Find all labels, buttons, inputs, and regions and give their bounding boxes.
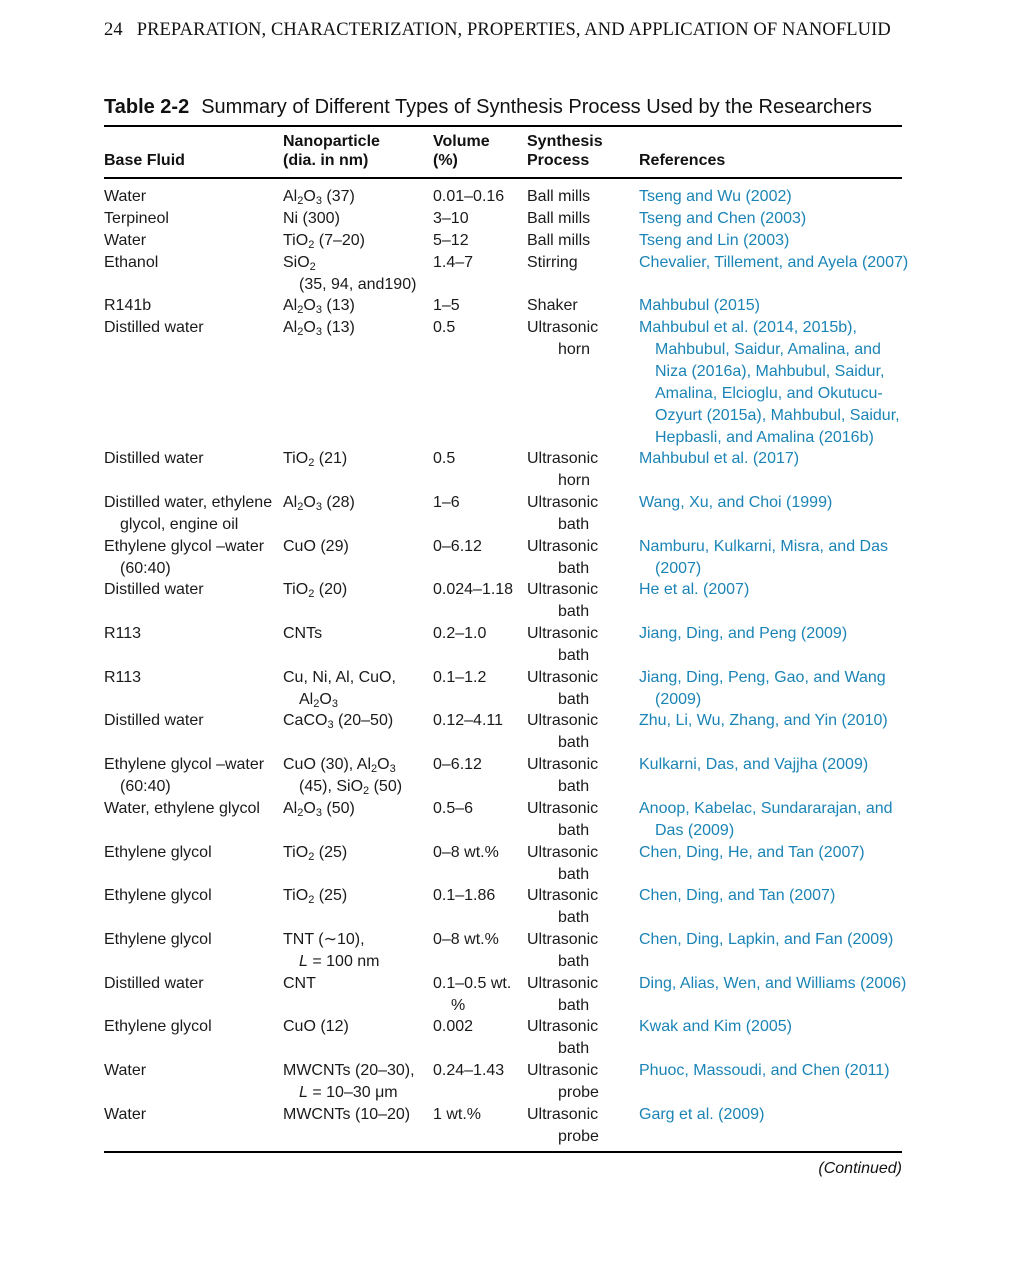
synthesis-process-cell-line: horn (558, 472, 591, 490)
base-fluid-cell (104, 1060, 276, 1082)
nanoparticle-cell-line: $Al_2O_3$ (50) (283, 799, 355, 819)
base-fluid-cell (104, 754, 276, 798)
base-fluid-cell-line: R113 (104, 668, 142, 686)
reference-cell-line[interactable]: Mahbubul et al. (2017) (639, 450, 800, 468)
table-header-rule (104, 177, 902, 179)
base-fluid-cell-line: Ethylene glycol –water (104, 537, 265, 555)
reference-cell-line[interactable]: Tseng and Chen (2003) (639, 209, 807, 227)
nanoparticle-cell-line: CNT (283, 974, 316, 992)
base-fluid-cell (104, 448, 276, 470)
volume-cell (433, 536, 525, 558)
header-references-label: References (639, 152, 726, 169)
reference-cell-line[interactable]: (2009) (655, 690, 702, 708)
synthesis-process-cell-line: Ultrasonic (527, 625, 599, 642)
reference-cell-line[interactable]: Mahbubul (2015) (639, 297, 760, 315)
synthesis-process-cell (527, 798, 627, 842)
reference-cell-line[interactable]: Niza (2016a), Mahbubul, Saidur, (655, 363, 885, 381)
nanoparticle-cell (283, 885, 428, 907)
nanoparticle-cell (283, 252, 428, 296)
synthesis-process-cell-line: bath (558, 821, 590, 839)
synthesis-process-cell-line: Ultrasonic (527, 668, 599, 686)
nanoparticle-cell (283, 295, 428, 317)
continued-label: (Continued) (818, 1160, 902, 1177)
synthesis-process-cell (527, 186, 627, 208)
volume-cell (433, 230, 525, 252)
synthesis-process-cell-line: horn (558, 341, 591, 359)
volume-cell-line: 0–8 wt.% (433, 930, 499, 948)
volume-cell-line: 0–6.12 (433, 756, 482, 774)
synthesis-process-cell-line: bath (558, 865, 590, 883)
reference-cell (639, 623, 901, 645)
reference-cell-line[interactable]: Kwak and Kim (2005) (639, 1018, 792, 1036)
volume-cell (433, 623, 525, 645)
header-base-fluid (104, 151, 185, 170)
volume-cell (433, 448, 525, 470)
synthesis-process-cell-line: bath (558, 734, 590, 752)
header-nanoparticle (283, 132, 380, 170)
volume-cell (433, 1016, 525, 1038)
nanoparticle-cell-line: $Al_2O_3$ (13) (283, 319, 355, 339)
nanoparticle-cell-line: (35, 94, and190) (299, 275, 417, 293)
base-fluid-cell-line: Ethanol (104, 253, 159, 271)
volume-cell-line: 0.24–1.43 (433, 1062, 505, 1079)
nanoparticle-cell-line: TiO$_2$ (25) (283, 887, 348, 907)
base-fluid-cell-line: Terpineol (104, 209, 169, 227)
synthesis-process-cell-line: Ultrasonic (527, 581, 599, 599)
nanoparticle-cell-line: TiO$_2$ (7–20) (283, 231, 366, 251)
volume-cell (433, 798, 525, 820)
nanoparticle-cell (283, 973, 428, 995)
base-fluid-cell-line: (60:40) (120, 778, 171, 796)
nanoparticle-cell (283, 448, 428, 470)
reference-cell-line[interactable]: Wang, Xu, and Choi (1999) (639, 493, 833, 511)
nanoparticle-cell (283, 492, 428, 514)
synthesis-process-cell (527, 1016, 627, 1060)
base-fluid-cell (104, 623, 276, 645)
volume-cell-line: 1.4–7 (433, 253, 474, 271)
nanoparticle-cell (283, 1016, 428, 1038)
volume-cell (433, 1060, 525, 1082)
synthesis-process-cell-line: Ultrasonic (527, 493, 599, 511)
base-fluid-cell-line: Water (104, 1105, 147, 1123)
synthesis-process-cell-line: Ball mills (527, 231, 591, 249)
base-fluid-cell-line: R141b (104, 297, 152, 315)
synthesis-process-cell-line: Ultrasonic (527, 843, 599, 861)
synthesis-process-cell-line: Ball mills (527, 188, 591, 205)
synthesis-process-cell (527, 623, 627, 667)
volume-cell-line: 0.1–1.86 (433, 887, 496, 905)
header-nanoparticle-line2: (dia. in nm) (283, 152, 369, 169)
reference-cell (639, 1016, 901, 1038)
base-fluid-cell (104, 929, 276, 951)
nanoparticle-cell-line: Ni (300) (283, 209, 340, 227)
volume-cell-line: 0.12–4.11 (433, 712, 503, 730)
volume-cell (433, 842, 525, 864)
synthesis-process-cell (527, 1060, 627, 1104)
synthesis-process-cell-line: probe (558, 1127, 599, 1145)
nanoparticle-cell-line: MWCNTs (20–30), (283, 1062, 415, 1079)
base-fluid-cell-line: Water, ethylene glycol (104, 799, 260, 817)
base-fluid-cell (104, 317, 276, 339)
volume-cell-line: 0.002 (433, 1018, 474, 1036)
synthesis-process-cell (527, 667, 627, 711)
base-fluid-cell (104, 1104, 276, 1126)
base-fluid-cell (104, 973, 276, 995)
reference-cell-line[interactable]: Ozyurt (2015a), Mahbubul, Saidur, (655, 407, 900, 425)
header-base-fluid-label: Base Fluid (104, 152, 185, 169)
synthesis-process-cell-line: bath (558, 1040, 590, 1058)
nanoparticle-cell (283, 710, 428, 732)
nanoparticle-cell-line: $Al_2O_3$ (13) (283, 297, 355, 317)
synthesis-process-cell-line: bath (558, 996, 590, 1014)
base-fluid-cell-line: Distilled water (104, 319, 204, 337)
volume-cell-line: 3–10 (433, 209, 469, 227)
reference-cell (639, 885, 901, 907)
reference-cell-line[interactable]: Ding, Alias, Wen, and Williams (2006) (639, 974, 907, 992)
nanoparticle-cell-line: CuO (29) (283, 537, 349, 555)
nanoparticle-cell-line: MWCNTs (10–20) (283, 1105, 411, 1123)
synthesis-process-cell-line: bath (558, 515, 590, 533)
synthesis-process-cell-line: Ultrasonic (527, 712, 599, 730)
base-fluid-cell (104, 252, 276, 274)
base-fluid-cell (104, 667, 276, 689)
reference-cell-line[interactable]: Chen, Ding, He, and Tan (2007) (639, 843, 865, 861)
reference-cell-line[interactable]: Tseng and Wu (2002) (639, 188, 792, 205)
synthesis-process-cell-line: Ball mills (527, 209, 591, 227)
table-top-rule (104, 125, 902, 127)
synthesis-process-cell-line: bath (558, 952, 590, 970)
synthesis-process-cell-line: Ultrasonic (527, 930, 599, 948)
base-fluid-cell-line: Ethylene glycol (104, 887, 212, 905)
header-volume-line1: Volume (433, 133, 490, 150)
nanoparticle-cell-line: $Al_2O_3$ (28) (283, 493, 355, 513)
reference-cell (639, 973, 907, 995)
header-volume (433, 132, 490, 170)
base-fluid-cell-line: glycol, engine oil (120, 515, 239, 533)
reference-cell-line[interactable]: Garg et al. (2009) (639, 1105, 765, 1123)
base-fluid-cell-line: Ethylene glycol (104, 930, 212, 948)
volume-cell-line: 0.1–1.2 (433, 668, 487, 686)
volume-cell-line: 0.5 (433, 450, 456, 468)
base-fluid-cell-line: Water (104, 188, 147, 205)
base-fluid-cell (104, 1016, 276, 1038)
reference-cell (639, 667, 901, 711)
synthesis-process-cell-line: Ultrasonic (527, 974, 599, 992)
volume-cell (433, 885, 525, 907)
synthesis-process-cell (527, 536, 627, 580)
nanoparticle-cell (283, 208, 428, 230)
synthesis-process-cell (527, 317, 627, 361)
volume-cell (433, 710, 525, 732)
volume-cell (433, 252, 525, 274)
reference-cell-line[interactable]: Amalina, Elcioglu, and Okutucu- (655, 385, 883, 403)
nanoparticle-cell-line: TiO$_2$ (25) (283, 843, 348, 863)
synthesis-process-cell (527, 492, 627, 536)
synthesis-process-cell (527, 295, 627, 317)
volume-cell-line: 0.01–0.16 (433, 188, 505, 205)
synthesis-process-cell (527, 1104, 627, 1148)
base-fluid-cell (104, 885, 276, 907)
reference-cell (639, 317, 901, 449)
base-fluid-cell-line: Distilled water (104, 712, 204, 730)
base-fluid-cell-line: Distilled water, ethylene (104, 493, 273, 511)
reference-cell (639, 492, 901, 514)
base-fluid-cell (104, 230, 276, 252)
synthesis-process-cell-line: bath (558, 559, 590, 577)
page-number: 24 (104, 20, 123, 40)
volume-cell-line: 0–6.12 (433, 537, 482, 555)
volume-cell-line: 0.1–0.5 wt. (433, 974, 512, 992)
reference-cell-line[interactable]: He et al. (2007) (639, 581, 750, 599)
synthesis-process-cell (527, 973, 627, 1017)
header-nanoparticle-line1: Nanoparticle (283, 133, 380, 150)
volume-cell-line: 0.5–6 (433, 799, 474, 817)
reference-cell-line[interactable]: Jiang, Ding, Peng, Gao, and Wang (639, 668, 886, 686)
base-fluid-cell-line: Distilled water (104, 581, 204, 599)
table-bottom-rule (104, 1151, 902, 1153)
reference-cell-line[interactable]: Namburu, Kulkarni, Misra, and Das (639, 537, 888, 555)
base-fluid-cell (104, 492, 276, 536)
base-fluid-cell-line: Distilled water (104, 974, 204, 992)
header-synthesis (527, 132, 603, 170)
table-label: Table 2-2 (104, 96, 190, 118)
synthesis-process-cell-line: bath (558, 647, 590, 664)
reference-cell-line[interactable]: Jiang, Ding, and Peng (2009) (639, 625, 848, 642)
reference-cell (639, 929, 901, 951)
reference-cell-line[interactable]: Mahbubul, Saidur, Amalina, and (655, 341, 881, 359)
base-fluid-cell (104, 186, 276, 208)
nanoparticle-cell-line: CaCO$_3$ (20–50) (283, 712, 394, 732)
nanoparticle-cell-line: L = 100 nm (299, 952, 380, 970)
running-head-title: PREPARATION, CHARACTERIZATION, PROPERTIES, AND APPLICATION OF NANOFLUID (136, 20, 891, 40)
nanoparticle-cell-line: TNT (∼10), (283, 930, 365, 948)
nanoparticle-cell (283, 623, 428, 645)
running-head (104, 20, 891, 41)
synthesis-process-cell-line: Ultrasonic (527, 799, 599, 817)
base-fluid-cell-line: Water (104, 1062, 147, 1079)
synthesis-process-cell-line: Stirring (527, 253, 578, 271)
reference-cell-line[interactable]: Kulkarni, Das, and Vajjha (2009) (639, 756, 869, 774)
header-synthesis-line1: Synthesis (527, 133, 603, 150)
volume-cell (433, 973, 525, 1017)
nanoparticle-cell-line: Cu, Ni, Al, CuO, (283, 668, 396, 686)
volume-cell-line: 5–12 (433, 231, 469, 249)
reference-cell-line[interactable]: Phuoc, Massoudi, and Chen (2011) (639, 1062, 890, 1079)
reference-cell (639, 579, 901, 601)
synthesis-process-cell-line: probe (558, 1084, 599, 1101)
continued-note (818, 1160, 902, 1178)
volume-cell-line: 0.5 (433, 319, 456, 337)
base-fluid-cell-line: Distilled water (104, 450, 204, 468)
reference-cell-line[interactable]: Anoop, Kabelac, Sundararajan, and (639, 799, 893, 817)
reference-cell-line[interactable]: Hepbasli, and Amalina (2016b) (655, 429, 874, 447)
volume-cell (433, 667, 525, 689)
nanoparticle-cell (283, 230, 428, 252)
synthesis-process-cell-line: bath (558, 778, 590, 796)
base-fluid-cell (104, 536, 276, 580)
volume-cell (433, 492, 525, 514)
reference-cell (639, 252, 909, 274)
nanoparticle-cell (283, 536, 428, 558)
synthesis-process-cell-line: Ultrasonic (527, 450, 599, 468)
reference-cell (639, 842, 901, 864)
base-fluid-cell (104, 208, 276, 230)
reference-cell (639, 208, 901, 230)
nanoparticle-cell-line: CNTs (283, 625, 323, 642)
synthesis-process-cell-line: Ultrasonic (527, 319, 599, 337)
volume-cell (433, 929, 525, 951)
synthesis-process-cell (527, 710, 627, 754)
volume-cell-line: % (451, 996, 466, 1014)
reference-cell (639, 710, 901, 732)
volume-cell (433, 208, 525, 230)
base-fluid-cell-line: Ethylene glycol (104, 1018, 212, 1036)
nanoparticle-cell-line: TiO$_2$ (20) (283, 581, 348, 601)
volume-cell (433, 186, 525, 208)
base-fluid-cell-line: Water (104, 231, 147, 249)
synthesis-process-cell-line: bath (558, 690, 590, 708)
nanoparticle-cell (283, 798, 428, 820)
reference-cell (639, 448, 901, 470)
synthesis-process-cell-line: Ultrasonic (527, 1062, 599, 1079)
nanoparticle-cell-line: $Al_2O_3$ (299, 690, 338, 710)
nanoparticle-cell (283, 1104, 428, 1126)
nanoparticle-cell (283, 317, 428, 339)
synthesis-process-cell (527, 448, 627, 492)
synthesis-process-cell-line: Shaker (527, 297, 578, 315)
nanoparticle-cell-line: $Al_2O_3$ (37) (283, 188, 355, 207)
base-fluid-cell (104, 295, 276, 317)
nanoparticle-cell-line: TiO$_2$ (21) (283, 450, 348, 470)
nanoparticle-cell (283, 754, 428, 798)
nanoparticle-cell-line: (45), SiO$_2$ (50) (299, 778, 403, 798)
reference-cell (639, 536, 901, 580)
base-fluid-cell-line: Ethylene glycol (104, 843, 212, 861)
reference-cell (639, 798, 901, 842)
volume-cell (433, 295, 525, 317)
nanoparticle-cell-line: CuO (12) (283, 1018, 349, 1036)
table-caption (104, 96, 872, 119)
synthesis-process-cell (527, 754, 627, 798)
volume-cell-line: 1 wt.% (433, 1105, 482, 1123)
reference-cell-line[interactable]: Zhu, Li, Wu, Zhang, and Yin (2010) (639, 712, 888, 730)
volume-cell-line: 0.024–1.18 (433, 581, 514, 599)
reference-cell (639, 230, 901, 252)
volume-cell-line: 1–6 (433, 493, 460, 511)
nanoparticle-cell (283, 579, 428, 601)
reference-cell-line[interactable]: Chevalier, Tillement, and Ayela (2007) (639, 253, 909, 271)
synthesis-process-cell (527, 929, 627, 973)
reference-cell-line[interactable]: Tseng and Lin (2003) (639, 231, 790, 249)
reference-cell-line[interactable]: Mahbubul et al. (2014, 2015b), (639, 319, 857, 337)
table-title: Summary of Different Types of Synthesis Process Used by the Researchers (201, 96, 872, 118)
base-fluid-cell (104, 710, 276, 732)
header-synthesis-line2: Process (527, 152, 590, 169)
synthesis-process-cell-line: Ultrasonic (527, 887, 599, 905)
base-fluid-cell-line: R113 (104, 625, 142, 642)
nanoparticle-cell (283, 929, 428, 973)
nanoparticle-cell-line: CuO (30), $Al_2O_3$ (283, 756, 396, 776)
volume-cell (433, 1104, 525, 1126)
nanoparticle-cell (283, 667, 428, 711)
synthesis-process-cell-line: Ultrasonic (527, 537, 599, 555)
synthesis-process-cell-line: Ultrasonic (527, 1018, 599, 1036)
synthesis-process-cell-line: bath (558, 909, 590, 927)
volume-cell-line: 1–5 (433, 297, 460, 315)
synthesis-process-cell (527, 579, 627, 623)
reference-cell (639, 1104, 901, 1126)
volume-cell-line: 0–8 wt.% (433, 843, 499, 861)
nanoparticle-cell (283, 186, 428, 208)
base-fluid-cell-line: Ethylene glycol –water (104, 756, 265, 774)
header-references (639, 151, 725, 170)
synthesis-process-cell-line: bath (558, 603, 590, 621)
volume-cell (433, 579, 525, 601)
synthesis-process-cell (527, 208, 627, 230)
base-fluid-cell (104, 798, 276, 820)
reference-cell (639, 754, 901, 776)
reference-cell-line[interactable]: Das (2009) (655, 821, 735, 839)
synthesis-process-cell-line: Ultrasonic (527, 756, 599, 774)
volume-cell (433, 317, 525, 339)
synthesis-process-cell (527, 885, 627, 929)
synthesis-process-cell-line: Ultrasonic (527, 1105, 599, 1123)
synthesis-process-cell (527, 230, 627, 252)
base-fluid-cell-line: (60:40) (120, 559, 171, 577)
nanoparticle-cell-line: L = 10–30 μm (299, 1084, 398, 1101)
synthesis-process-cell (527, 842, 627, 886)
volume-cell-line: 0.2–1.0 (433, 625, 487, 642)
reference-cell (639, 186, 901, 208)
reference-cell-line[interactable]: Chen, Ding, Lapkin, and Fan (2009) (639, 930, 894, 948)
nanoparticle-cell (283, 1060, 428, 1104)
nanoparticle-cell (283, 842, 428, 864)
volume-cell (433, 754, 525, 776)
nanoparticle-cell-line: SiO$_2$ (283, 253, 316, 273)
reference-cell (639, 1060, 901, 1082)
base-fluid-cell (104, 842, 276, 864)
reference-cell (639, 295, 901, 317)
synthesis-process-cell (527, 252, 627, 274)
header-volume-line2: (%) (433, 152, 458, 169)
reference-cell-line[interactable]: (2007) (655, 559, 702, 577)
reference-cell-line[interactable]: Chen, Ding, and Tan (2007) (639, 887, 836, 905)
base-fluid-cell (104, 579, 276, 601)
